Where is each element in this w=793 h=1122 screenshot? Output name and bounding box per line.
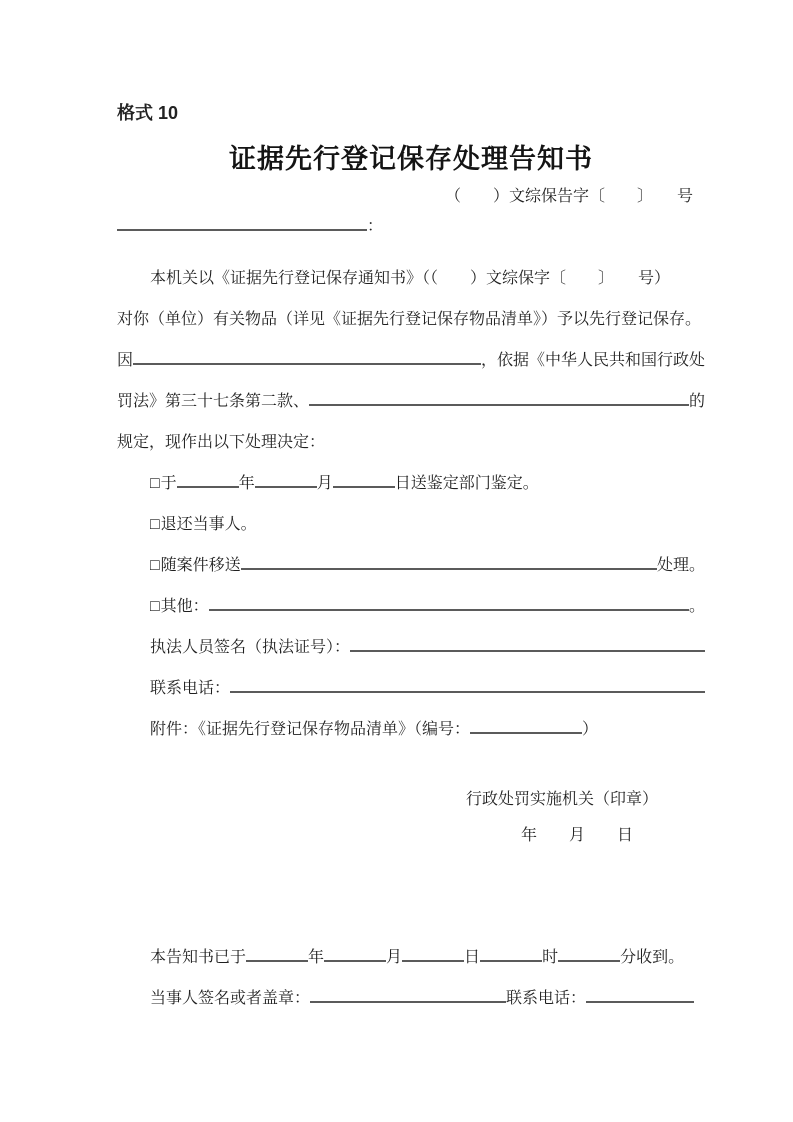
- option1-year-blank: [177, 470, 239, 488]
- party-phone-label: 联系电话：: [506, 990, 587, 1007]
- authority-seal-line: 行政处罚实施机关（印章）: [465, 791, 658, 808]
- contact-phone-label: 联系电话：: [150, 680, 231, 697]
- paragraph-line-5: 规定，现作出以下处理决定：: [117, 434, 326, 451]
- option4-blank: [209, 593, 689, 611]
- option-send-appraisal: [117, 459, 705, 500]
- party-signature-label: 当事人签名或者盖章：: [150, 990, 311, 1007]
- party-signature-blank: [310, 985, 506, 1003]
- checkbox-icon: □: [150, 475, 160, 492]
- option-transfer-case: [117, 541, 705, 582]
- contact-phone-blank: [230, 675, 705, 693]
- receipt-day-label: 日: [464, 949, 481, 966]
- option3-blank: [241, 552, 657, 570]
- option-return-party: [117, 500, 705, 541]
- authority-date-line: 年 月 日: [520, 827, 633, 844]
- option3-prefix: 随案件移送: [160, 557, 241, 574]
- paragraph-line-2: 对你（单位）有关物品（详见《证据先行登记保存物品清单》）予以先行登记保存。: [117, 311, 702, 328]
- addressee-line: [117, 213, 383, 236]
- legal-basis-suffix: 的: [688, 393, 705, 410]
- receipt-year-blank: [246, 944, 308, 962]
- receipt-datetime-line: [117, 933, 705, 974]
- party-phone-blank: [586, 985, 694, 1003]
- legal-basis-blank: [309, 388, 689, 406]
- checkbox-icon: □: [150, 516, 160, 533]
- receipt-minute-blank: [558, 944, 620, 962]
- option1-prefix: 于: [160, 475, 177, 492]
- attachment-number-blank: [470, 716, 582, 734]
- contact-phone-line: [117, 664, 705, 705]
- option1-month-label: 月: [316, 475, 333, 492]
- receipt-prefix: 本告知书已于: [150, 949, 247, 966]
- receipt-hour-blank: [480, 944, 542, 962]
- legal-basis-text: ，依据《中华人民共和国行政处: [480, 352, 705, 369]
- receipt-year-label: 年: [308, 949, 325, 966]
- body-block: [117, 254, 705, 746]
- attachment-label: 附件：《证据先行登记保存物品清单》（编号：: [150, 721, 471, 738]
- option4-suffix: 。: [688, 598, 705, 615]
- checkbox-icon: □: [150, 598, 160, 615]
- party-signature-line: [117, 974, 705, 1015]
- reason-blank: [133, 347, 481, 365]
- page-title: 证据先行登记保存处理告知书: [229, 144, 593, 174]
- addressee-colon: ：: [367, 218, 384, 235]
- option3-suffix: 处理。: [656, 557, 705, 574]
- reason-label: 因: [117, 352, 134, 369]
- officer-signature-label: 执法人员签名（执法证号）：: [150, 639, 351, 656]
- officer-signature-line: [117, 623, 705, 664]
- receipt-month-blank: [324, 944, 386, 962]
- option-other: [117, 582, 705, 623]
- receipt-day-blank: [402, 944, 464, 962]
- doc-number-line: （ ）文综保告字〔 〕 号: [444, 188, 693, 205]
- option2-label: 退还当事人。: [160, 516, 257, 533]
- option4-prefix: 其他：: [160, 598, 209, 615]
- option1-month-blank: [255, 470, 317, 488]
- format-label: 格式 10: [117, 103, 179, 123]
- paragraph-line-4: [117, 377, 705, 418]
- officer-signature-blank: [350, 634, 705, 652]
- receipt-hour-label: 时: [542, 949, 559, 966]
- receipt-block: [117, 933, 705, 1015]
- attachment-suffix: ）: [582, 721, 599, 738]
- attachment-line: [117, 705, 705, 746]
- option1-suffix: 日送鉴定部门鉴定。: [394, 475, 539, 492]
- receipt-month-label: 月: [386, 949, 403, 966]
- paragraph-line-1: 本机关以《证据先行登记保存通知书》（（ ）文综保字〔 〕 号）: [150, 270, 671, 287]
- checkbox-icon: □: [150, 557, 160, 574]
- legal-article-text: 罚法》第三十七条第二款、: [117, 393, 310, 410]
- receipt-suffix: 分收到。: [620, 949, 685, 966]
- addressee-blank: [117, 213, 367, 231]
- option1-year-label: 年: [238, 475, 255, 492]
- paragraph-line-3: [117, 336, 705, 377]
- option1-day-blank: [333, 470, 395, 488]
